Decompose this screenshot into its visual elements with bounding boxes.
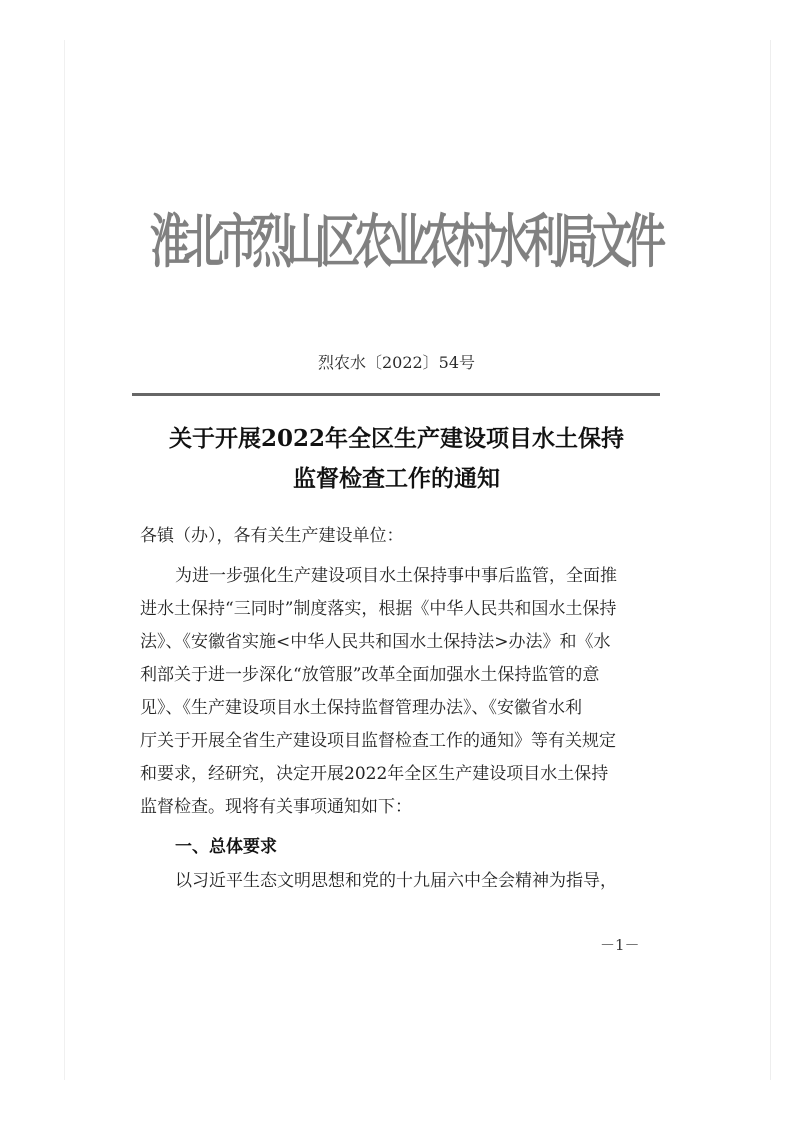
section-heading: 一、总体要求 — [175, 837, 277, 857]
notice-title-line-2: 监督检查工作的通知 — [293, 465, 500, 492]
page-number: －1－ — [600, 936, 640, 954]
paragraph-line: 进水土保持“三同时”制度落实，根据《中华人民共和国水土保持 — [140, 599, 617, 619]
paragraph-line: 和要求，经研究，决定开展2022年全区生产建设项目水土保持 — [140, 764, 609, 784]
salutation: 各镇（办），各有关生产建设单位： — [140, 526, 404, 546]
paragraph-line: 为进一步强化生产建设项目水土保持事中事后监管，全面推 — [175, 566, 617, 586]
paragraph-line: 监督检查。现将有关事项通知如下： — [140, 797, 412, 817]
paragraph-line: 厅关于开展全省生产建设项目监督检查工作的通知》等有关规定 — [140, 731, 616, 751]
paragraph-line: 以习近平生态文明思想和党的十九届六中全会精神为指导， — [175, 871, 617, 891]
document-number: 烈农水〔2022〕54号 — [317, 353, 476, 372]
paragraph-line: 法》、《安徽省实施<中华人民共和国水土保持法>办法》和《水 — [140, 632, 611, 652]
scan-edge-left — [64, 40, 65, 1080]
header-divider — [132, 393, 660, 396]
issuing-authority-title: 淮北市烈山区农业农村水利局文件 — [150, 209, 660, 276]
paragraph-line: 见》、《生产建设项目水土保持监督管理办法》、《安徽省水利 — [140, 698, 582, 718]
paragraph-line: 利部关于进一步深化“放管服”改革全面加强水土保持监管的意 — [140, 665, 600, 685]
notice-title-line-1: 关于开展2022年全区生产建设项目水土保持 — [168, 425, 624, 452]
scan-edge-right — [770, 40, 771, 1080]
